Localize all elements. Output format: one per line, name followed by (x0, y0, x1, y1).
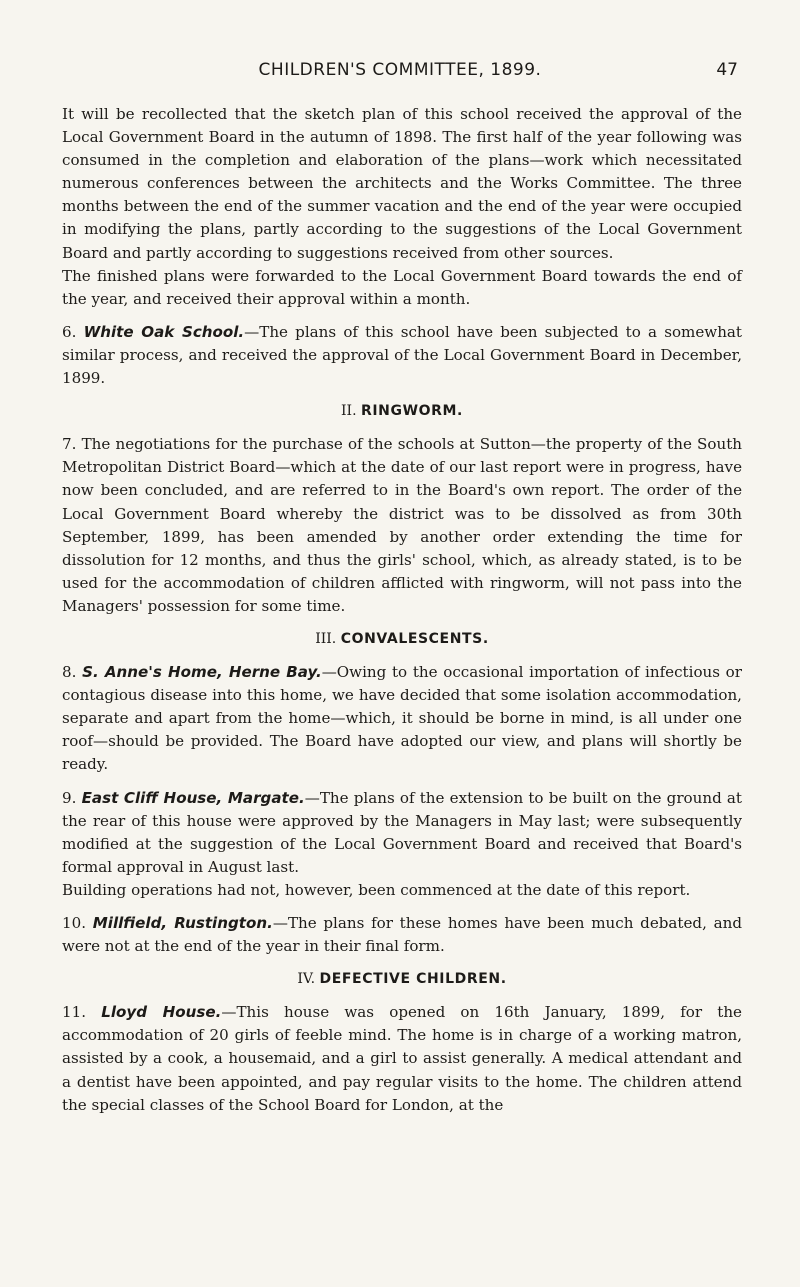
item-number: 11. (62, 1003, 87, 1022)
running-header (0, 60, 800, 90)
item-heading: S. Anne's Home, Herne Bay. (82, 663, 322, 682)
item-text: —The plans of the extension to be built on the ground at the rear of this house were approved by the Managers in May last; were subsequently modified at the suggestion of the Local Government Board and received that Board's formal approval in August last. (62, 788, 742, 876)
item-number: 8. (62, 663, 77, 682)
item-heading: East Cliff House, Margate. (81, 788, 305, 807)
section-heading-convalescents (62, 628, 742, 651)
item-heading: Millfield, Rustington. (92, 914, 273, 932)
section-title: RINGWORM. (360, 403, 463, 420)
header-title: CHILDREN'S COMMITTEE, 1899. (258, 60, 542, 80)
paragraph-building-operations: Building operations had not, however, been commenced at the date of this report. (62, 880, 691, 899)
paragraph-s-annes-home (62, 661, 742, 776)
item-text: —The plans for these homes have been much debated, and were not at the end of the year in their final form. (62, 914, 742, 956)
section-title: DEFECTIVE CHILDREN. (319, 971, 507, 988)
item-number: 9. (62, 788, 77, 807)
document-body (62, 103, 742, 1117)
page-number: 47 (716, 60, 738, 80)
paragraph-sutton-schools: 7. The negotiations for the purchase of the schools at Sutton—the property of the South Metropolitan District Board—which at the date of our last report were in progress, have now been concluded, and are referred to in the Board's own report. The order of the Local Government Board whereby the district was to be dissolved as from 30th September, 1899, has been amended by another order extending the time for dissolution for 12 months, and thus the girls' school, which, as already stated, is to be used for the accommodation of children afflicted with ringworm, will not pass into the Managers' possession for some time. (62, 435, 742, 615)
item-heading: Lloyd House. (101, 1003, 222, 1022)
paragraph-sketch-plan: It will be recollected that the sketch plan of this school received the approval of the Local Government Board in the autumn of 1898. The first half of the year following was consumed in the completion and elaboration of the plans—work which necessitated numerous conferences between the architects and the Works Committee. The three months between the end of the summer vacation and the end of the year were occupied in modifying the plans, partly according to the suggestions of the Local Government Board and partly according to suggestions received from other sources. (62, 105, 742, 262)
section-number: III. (315, 630, 337, 647)
section-title: CONVALESCENTS. (340, 630, 489, 647)
paragraph-millfield (62, 912, 742, 958)
section-number: II. (341, 403, 357, 420)
paragraph-white-oak (62, 321, 742, 390)
section-heading-ringworm (62, 400, 742, 423)
paragraph-finished-plans: The finished plans were forwarded to the Local Government Board towards the end of the year, and received their approval within a month. (62, 266, 742, 308)
item-text: —The plans of this school have been subjected to a somewhat similar process, and received the approval of the Local Government Board in December, 1899. (62, 322, 742, 388)
section-number: IV. (297, 971, 316, 988)
item-text: —This house was opened on 16th January, 1899, for the accommodation of 20 girls of feeble mind. The home is in charge of a working matron, assisted by a cook, a housemaid, and a girl to assist generally. A medical attendant and a dentist have been appointed, and pay regular visits to the home. The children attend the special classes of the School Board for London, at the (62, 1003, 742, 1114)
item-number: 6. (62, 322, 77, 341)
paragraph-east-cliff (62, 787, 742, 879)
paragraph-lloyd-house (62, 1001, 742, 1116)
section-heading-defective-children (62, 968, 742, 991)
item-text: —Owing to the occasional importation of infectious or contagious disease into this home, we have decided that some isolation accommodation, separate and apart from the home—which, it should be borne in mind, is all under one roof—should be provided. The Board have adopted our view, and plans will shortly be ready. (62, 663, 742, 774)
item-number: 10. (62, 914, 87, 932)
item-heading: White Oak School. (83, 322, 245, 341)
